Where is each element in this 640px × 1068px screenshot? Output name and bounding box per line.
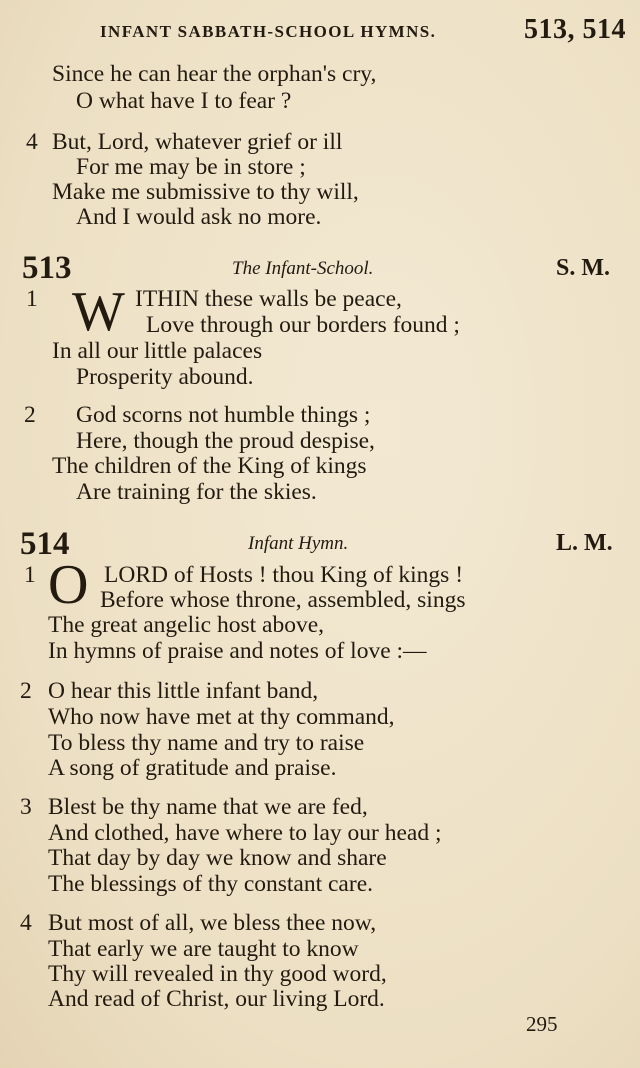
verse-number: 2 bbox=[20, 678, 32, 704]
verse-line bbox=[135, 288, 402, 312]
verse-number: 4 bbox=[20, 910, 32, 936]
hymn-meter: L. M. bbox=[556, 530, 613, 556]
verse-line: Make me submissive to thy will, bbox=[52, 179, 359, 205]
verse-line: The great angelic host above, bbox=[48, 612, 325, 638]
running-head-title: INFANT SABBATH-SCHOOL HYMNS. bbox=[100, 22, 437, 41]
first-line-rest: these walls be peace, bbox=[204, 286, 402, 312]
verse-line: Before whose throne, assembled, sings bbox=[100, 587, 466, 613]
first-word-smallcaps: ITHIN bbox=[135, 286, 199, 312]
continuation-line: O what have I to fear ? bbox=[76, 88, 292, 114]
verse-line: And read of Christ, our living Lord. bbox=[48, 986, 385, 1012]
hymn-number: 514 bbox=[20, 526, 70, 562]
verse-line: The blessings of thy constant care. bbox=[48, 871, 373, 897]
hymn-number: 513 bbox=[22, 250, 72, 286]
verse-line bbox=[104, 564, 463, 588]
verse-number: 1 bbox=[26, 286, 38, 312]
first-word-smallcaps: LORD bbox=[104, 562, 168, 588]
verse-line: God scorns not humble things ; bbox=[76, 402, 371, 428]
verse-line: A song of gratitude and praise. bbox=[48, 755, 337, 781]
page-number: 295 bbox=[526, 1012, 558, 1036]
verse-number: 3 bbox=[20, 794, 32, 820]
verse-line: Are training for the skies. bbox=[76, 479, 317, 505]
continuation-line: Since he can hear the orphan's cry, bbox=[52, 61, 377, 87]
verse-number: 4 bbox=[26, 129, 38, 155]
verse-line: In hymns of praise and notes of love :— bbox=[48, 638, 427, 664]
verse-line: And I would ask no more. bbox=[76, 204, 322, 230]
verse-line: But, Lord, whatever grief or ill bbox=[52, 129, 343, 155]
verse-line: That early we are taught to know bbox=[48, 936, 359, 962]
hymn-title: Infant Hymn. bbox=[248, 533, 349, 554]
verse-number: 1 bbox=[24, 562, 36, 588]
verse-line: That day by day we know and share bbox=[48, 845, 387, 871]
verse-number: 2 bbox=[24, 402, 36, 428]
verse-line: Here, though the proud despise, bbox=[76, 428, 375, 454]
verse-line: Thy will revealed in thy good word, bbox=[48, 961, 387, 987]
verse-line: But most of all, we bless thee now, bbox=[48, 910, 377, 936]
running-head bbox=[100, 14, 626, 48]
verse-line: Who now have met at thy command, bbox=[48, 704, 395, 730]
drop-cap: O bbox=[48, 554, 89, 616]
running-head-hymn-numbers: 513, 514 bbox=[524, 14, 626, 45]
verse-line: Prosperity abound. bbox=[76, 364, 254, 390]
verse-line: And clothed, have where to lay our head ; bbox=[48, 820, 442, 846]
first-line-rest: of Hosts ! thou King of kings ! bbox=[173, 562, 464, 588]
verse-line: In all our little palaces bbox=[52, 338, 263, 364]
hymn-meter: S. M. bbox=[556, 255, 610, 281]
verse-line: To bless thy name and try to raise bbox=[48, 730, 365, 756]
hymn-title: The Infant-School. bbox=[232, 258, 374, 279]
verse-line: The children of the King of kings bbox=[52, 453, 367, 479]
drop-cap: W bbox=[72, 281, 125, 343]
verse-line: Blest be thy name that we are fed, bbox=[48, 794, 368, 820]
verse-line: Love through our borders found ; bbox=[146, 312, 460, 338]
verse-line: For me may be in store ; bbox=[76, 154, 306, 180]
verse-line: O hear this little infant band, bbox=[48, 678, 319, 704]
